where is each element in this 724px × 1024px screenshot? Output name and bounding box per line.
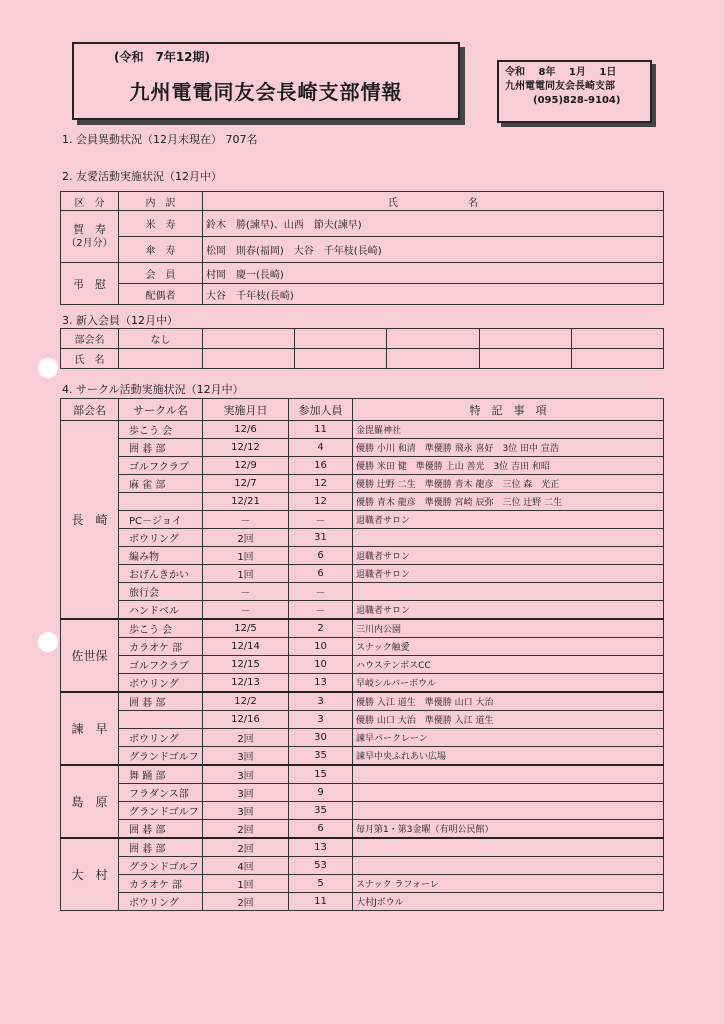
cell-circle: ボウリング [119, 729, 203, 747]
table-row [61, 674, 664, 693]
cell-circle: カラオケ 部 [119, 875, 203, 893]
cell-circle: 編み物 [119, 547, 203, 565]
table-row [61, 529, 664, 547]
table-row [61, 729, 664, 747]
group-name: 長 崎 [61, 421, 119, 620]
issue-label: (令和 7年12期) [114, 50, 211, 64]
cell-count: 15 [289, 765, 353, 784]
cell-date: 12/14 [203, 638, 289, 656]
page-title: 九州電電同友会長崎支部情報 [129, 80, 403, 104]
cell-date: 2回 [203, 893, 289, 911]
table-row [61, 638, 664, 656]
circle-header-0: 部会名 [61, 399, 119, 421]
cell-count: 11 [289, 421, 353, 439]
title-box [72, 42, 460, 120]
cell-count: 11 [289, 893, 353, 911]
cell-circle: フラダンス部 [119, 784, 203, 802]
cell-note [353, 529, 664, 547]
cell-circle: 囲 碁 部 [119, 692, 203, 711]
cell-date: 12/6 [203, 421, 289, 439]
date-line: 令和 8年 1月 1日 [505, 67, 617, 78]
cell-circle: PC－ジョイ [119, 511, 203, 529]
new-member-bukai-value: なし [119, 329, 203, 349]
col-name: 氏 名 [203, 192, 664, 211]
cell-count: 6 [289, 820, 353, 839]
group-name: 佐世保 [61, 619, 119, 692]
table-row [61, 439, 664, 457]
table-row [61, 656, 664, 674]
row-sanju-names: 松岡 則春(福岡) 大谷 千年枝(長崎) [203, 237, 664, 263]
cell-date: 3回 [203, 802, 289, 820]
cell-circle: 囲 碁 部 [119, 838, 203, 857]
table-row [61, 820, 664, 839]
group-name: 大 村 [61, 838, 119, 911]
cell-date: 12/7 [203, 475, 289, 493]
cell-date: 12/13 [203, 674, 289, 693]
cell-date: 2回 [203, 838, 289, 857]
cell-date: 12/21 [203, 493, 289, 511]
cell-date: 12/2 [203, 692, 289, 711]
cell-count: 31 [289, 529, 353, 547]
cell-count: 6 [289, 565, 353, 583]
cell-note: 優勝 入江 道生 準優勝 山口 大治 [353, 692, 664, 711]
cell-circle: カラオケ 部 [119, 638, 203, 656]
row-member-type: 会 員 [119, 263, 203, 284]
punch-hole-bottom [38, 632, 58, 652]
section2-heading: 2. 友愛活動実施状況（12月中） [62, 170, 222, 183]
cell-date: 12/12 [203, 439, 289, 457]
cell-note: 退職者サロン [353, 601, 664, 620]
cell-circle: 舞 踊 部 [119, 765, 203, 784]
table-row [61, 765, 664, 784]
cell-note: 毎月第1・第3金曜（有明公民館） [353, 820, 664, 839]
cell-circle: グランドゴルフ [119, 747, 203, 766]
new-member-bukai-label: 部会名 [61, 329, 119, 349]
row-sanju-type: 傘 寿 [119, 237, 203, 263]
cell-note [353, 838, 664, 857]
table-row [61, 511, 664, 529]
group-gaju-sub: （2月分） [66, 237, 113, 249]
cell-note: 金毘羅神社 [353, 421, 664, 439]
cell-note: 退職者サロン [353, 565, 664, 583]
table-row [61, 565, 664, 583]
row-spouse-type: 配偶者 [119, 284, 203, 305]
cell-date: 1回 [203, 875, 289, 893]
cell-circle: おげんきかい [119, 565, 203, 583]
cell-date: 2回 [203, 729, 289, 747]
new-member-name-label: 氏 名 [61, 349, 119, 369]
cell-note: ハウステンボスCC [353, 656, 664, 674]
group-choui: 弔 慰 [61, 263, 119, 305]
cell-date: － [203, 511, 289, 529]
cell-date: 12/15 [203, 656, 289, 674]
row-beiju-type: 米 寿 [119, 211, 203, 237]
cell-note: 退職者サロン [353, 511, 664, 529]
table-row [61, 421, 664, 439]
cell-date: 3回 [203, 765, 289, 784]
row-beiju-names: 鈴木 勝(諫早)、山西 節夫(諫早) [203, 211, 664, 237]
cell-date: 2回 [203, 529, 289, 547]
cell-date: 2回 [203, 820, 289, 839]
cell-count: 13 [289, 674, 353, 693]
group-gaju [61, 211, 119, 263]
table-row [61, 583, 664, 601]
table-row [61, 802, 664, 820]
table-row [61, 838, 664, 857]
cell-count: 16 [289, 457, 353, 475]
cell-date: － [203, 583, 289, 601]
table-row [61, 857, 664, 875]
cell-count: 3 [289, 711, 353, 729]
cell-circle [119, 711, 203, 729]
new-members-table [60, 328, 664, 369]
cell-count: 3 [289, 692, 353, 711]
circle-header-4: 特 記 事 項 [353, 399, 664, 421]
cell-circle: 歩こう 会 [119, 421, 203, 439]
cell-date: 12/5 [203, 619, 289, 638]
cell-count: 6 [289, 547, 353, 565]
cell-note: 退職者サロン [353, 547, 664, 565]
col-naiyaku: 内 訳 [119, 192, 203, 211]
section3-heading: 3. 新入会員（12月中） [62, 314, 178, 327]
circle-header-2: 実施月日 [203, 399, 289, 421]
cell-note [353, 857, 664, 875]
cell-note: スナック ラフォーレ [353, 875, 664, 893]
row-spouse-names: 大谷 千年枝(長崎) [203, 284, 664, 305]
cell-date: 12/9 [203, 457, 289, 475]
cell-note: 優勝 辻野 二生 準優勝 青木 龍彦 三位 森 光正 [353, 475, 664, 493]
cell-count: 9 [289, 784, 353, 802]
cell-circle: ゴルフクラブ [119, 457, 203, 475]
cell-count: 12 [289, 475, 353, 493]
cell-circle [119, 493, 203, 511]
table-row [61, 493, 664, 511]
cell-circle: ゴルフクラブ [119, 656, 203, 674]
date-box [497, 60, 652, 123]
table-row [61, 601, 664, 620]
table-row [61, 475, 664, 493]
cell-circle: グランドゴルフ [119, 857, 203, 875]
cell-note: 早岐シルバーボウル [353, 674, 664, 693]
cell-circle: グランドゴルフ [119, 802, 203, 820]
table-row [61, 747, 664, 766]
table-row [61, 619, 664, 638]
punch-hole-top [38, 358, 58, 378]
cell-count: 35 [289, 747, 353, 766]
cell-count: 53 [289, 857, 353, 875]
circle-header-3: 参加人員 [289, 399, 353, 421]
circle-activity-table [60, 398, 664, 911]
phone-line: (095)828-9104) [533, 95, 621, 106]
cell-note [353, 802, 664, 820]
cell-circle: ボウリング [119, 529, 203, 547]
cell-date: 4回 [203, 857, 289, 875]
cell-count: 35 [289, 802, 353, 820]
cell-count: － [289, 601, 353, 620]
circle-header-1: サークル名 [119, 399, 203, 421]
cell-circle: ボウリング [119, 893, 203, 911]
group-name: 諫 早 [61, 692, 119, 765]
cell-count: 5 [289, 875, 353, 893]
cell-count: 12 [289, 493, 353, 511]
row-member-names: 村岡 慶一(長崎) [203, 263, 664, 284]
cell-date: 3回 [203, 747, 289, 766]
cell-date: 3回 [203, 784, 289, 802]
col-kubun: 区 分 [61, 192, 119, 211]
cell-date: 1回 [203, 547, 289, 565]
cell-note: スナック触愛 [353, 638, 664, 656]
table-row [61, 784, 664, 802]
cell-note [353, 583, 664, 601]
cell-count: 13 [289, 838, 353, 857]
cell-count: 30 [289, 729, 353, 747]
cell-note: 諫早中央ふれあい広場 [353, 747, 664, 766]
section1-heading: 1. 会員異動状況（12月末現在） 707名 [62, 133, 258, 146]
cell-date: 1回 [203, 565, 289, 583]
cell-count: － [289, 511, 353, 529]
cell-circle: ハンドベル [119, 601, 203, 620]
table-row [61, 692, 664, 711]
table-row [61, 893, 664, 911]
friendship-table [60, 191, 664, 305]
cell-note [353, 784, 664, 802]
cell-note [353, 765, 664, 784]
cell-note: 優勝 青木 龍彦 準優勝 宮崎 辰弥 三位 辻野 二生 [353, 493, 664, 511]
cell-count: － [289, 583, 353, 601]
section4-heading: 4. サークル活動実施状況（12月中） [62, 383, 244, 396]
cell-note: 諫早パークレーン [353, 729, 664, 747]
table-row [61, 875, 664, 893]
cell-note: 優勝 米田 健 準優勝 上山 善光 3位 吉田 和昭 [353, 457, 664, 475]
cell-circle: 歩こう 会 [119, 619, 203, 638]
cell-count: 2 [289, 619, 353, 638]
cell-count: 10 [289, 656, 353, 674]
table-row [61, 547, 664, 565]
cell-count: 10 [289, 638, 353, 656]
cell-note: 大村Jボウル [353, 893, 664, 911]
table-row [61, 457, 664, 475]
cell-circle: 麻 雀 部 [119, 475, 203, 493]
cell-circle: 旅行会 [119, 583, 203, 601]
cell-note: 優勝 山口 大治 準優勝 入江 道生 [353, 711, 664, 729]
cell-count: 4 [289, 439, 353, 457]
cell-circle: 囲 碁 部 [119, 820, 203, 839]
cell-circle: 囲 碁 部 [119, 439, 203, 457]
cell-date: 12/16 [203, 711, 289, 729]
table-row [61, 711, 664, 729]
group-gaju-label: 賀 寿 [73, 222, 106, 236]
cell-note: 三川内公園 [353, 619, 664, 638]
cell-circle: ボウリング [119, 674, 203, 693]
cell-note: 優勝 小川 和清 準優勝 飛永 喜好 3位 田中 宣浩 [353, 439, 664, 457]
cell-date: － [203, 601, 289, 620]
group-name: 島 原 [61, 765, 119, 838]
org-line: 九州電電同友会長崎支部 [505, 81, 615, 92]
